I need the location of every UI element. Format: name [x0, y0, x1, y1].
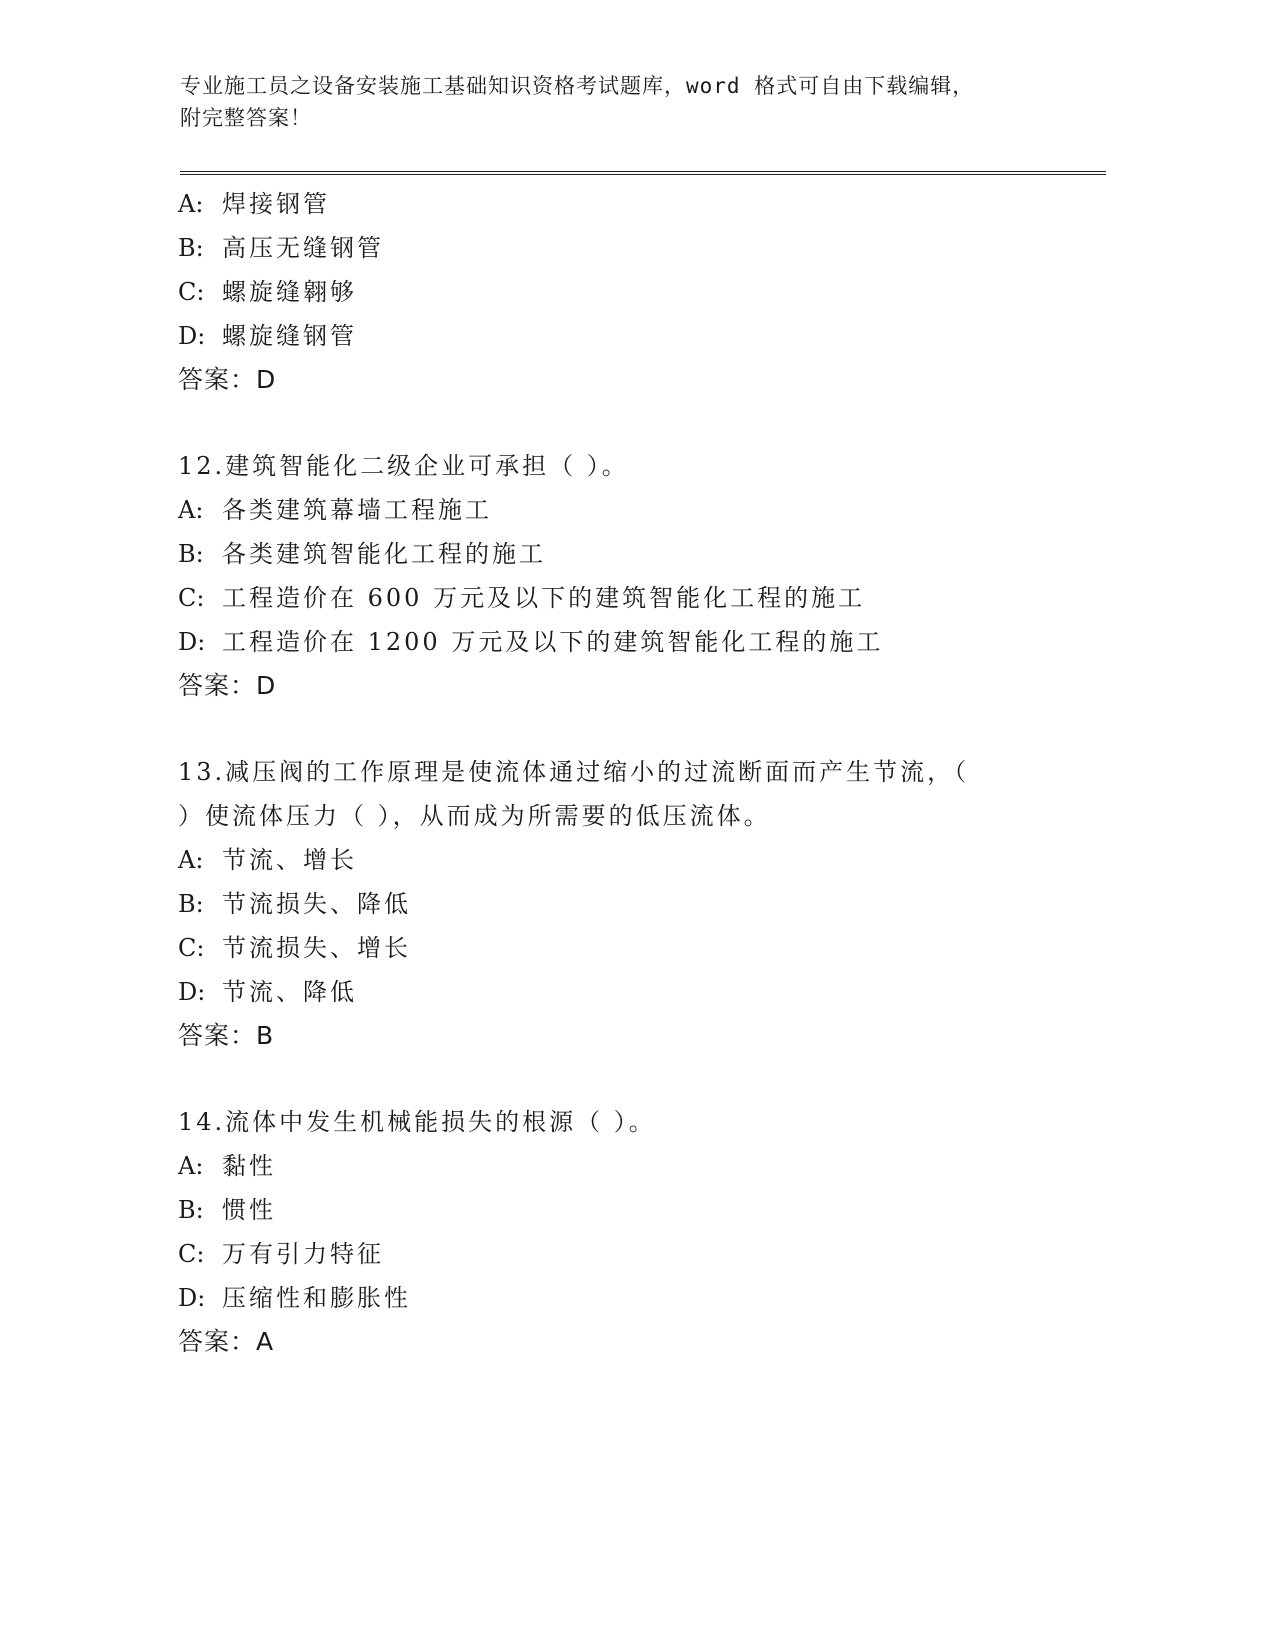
question-stem: 14.流体中发生机械能损失的根源（ ）。: [178, 1108, 656, 1136]
option-d: [178, 970, 1108, 1014]
option-letter: D:: [178, 1284, 206, 1312]
option-b: [178, 532, 1108, 576]
question-content: [178, 182, 1108, 1364]
option-text: 各类建筑智能化工程的施工: [222, 540, 546, 568]
option-a: [178, 182, 1108, 226]
option-c: [178, 926, 1108, 970]
option-text: 焊接钢管: [222, 190, 330, 218]
question-11: [178, 182, 1108, 402]
option-letter: B:: [178, 1196, 204, 1224]
option-text: 惯性: [222, 1196, 276, 1224]
answer-line: 答案：D: [178, 671, 277, 700]
option-a: [178, 488, 1108, 532]
option-a: [178, 1144, 1108, 1188]
question-stem: 12.建筑智能化二级企业可承担（ ）。: [178, 452, 629, 480]
option-letter: D:: [178, 322, 206, 350]
option-letter: B:: [178, 540, 204, 568]
option-c: [178, 270, 1108, 314]
option-text: 螺旋缝钢管: [222, 322, 357, 350]
option-letter: A:: [178, 1152, 204, 1180]
question-stem-continued: ）使流体压力（ ），从而成为所需要的低压流体。: [178, 802, 771, 830]
option-letter: C:: [178, 934, 205, 962]
option-text: 各类建筑幕墙工程施工: [222, 496, 492, 524]
option-c: [178, 1232, 1108, 1276]
option-b: [178, 882, 1108, 926]
option-text: 工程造价在 1200 万元及以下的建筑智能化工程的施工: [222, 628, 884, 656]
option-d: [178, 314, 1108, 358]
option-text: 黏性: [222, 1152, 276, 1180]
option-text: 高压无缝钢管: [222, 234, 384, 262]
option-a: [178, 838, 1108, 882]
option-letter: D:: [178, 978, 206, 1006]
answer-line: 答案：D: [178, 365, 277, 394]
header-line-2: 附完整答案！: [180, 106, 312, 130]
option-letter: A:: [178, 190, 204, 218]
option-letter: C:: [178, 584, 205, 612]
answer-line: 答案：B: [178, 1021, 275, 1050]
option-b: [178, 226, 1108, 270]
answer-line: 答案：A: [178, 1327, 275, 1356]
option-text: 压缩性和膨胀性: [222, 1284, 411, 1312]
option-text: 节流、降低: [222, 978, 357, 1006]
question-stem: 13.减压阀的工作原理是使流体通过缩小的过流断面而产生节流，（: [178, 758, 970, 786]
option-d: [178, 1276, 1108, 1320]
option-text: 螺旋缝翱够: [222, 278, 357, 306]
header-double-rule: [180, 171, 1106, 175]
option-letter: A:: [178, 846, 204, 874]
option-d: [178, 620, 1108, 664]
option-letter: A:: [178, 496, 204, 524]
option-text: 节流、增长: [222, 846, 357, 874]
option-text: 万有引力特征: [222, 1240, 384, 1268]
option-letter: B:: [178, 890, 204, 918]
question-12: [178, 444, 1108, 708]
document-header: [180, 70, 1060, 134]
header-line-1: 专业施工员之设备安装施工基础知识资格考试题库，word 格式可自由下载编辑，: [180, 74, 975, 98]
question-13: [178, 750, 1108, 1058]
option-letter: D:: [178, 628, 206, 656]
option-letter: B:: [178, 234, 204, 262]
option-text: 工程造价在 600 万元及以下的建筑智能化工程的施工: [222, 584, 866, 612]
option-b: [178, 1188, 1108, 1232]
option-text: 节流损失、降低: [222, 890, 411, 918]
option-text: 节流损失、增长: [222, 934, 411, 962]
option-c: [178, 576, 1108, 620]
option-letter: C:: [178, 278, 205, 306]
question-14: [178, 1100, 1108, 1364]
option-letter: C:: [178, 1240, 205, 1268]
